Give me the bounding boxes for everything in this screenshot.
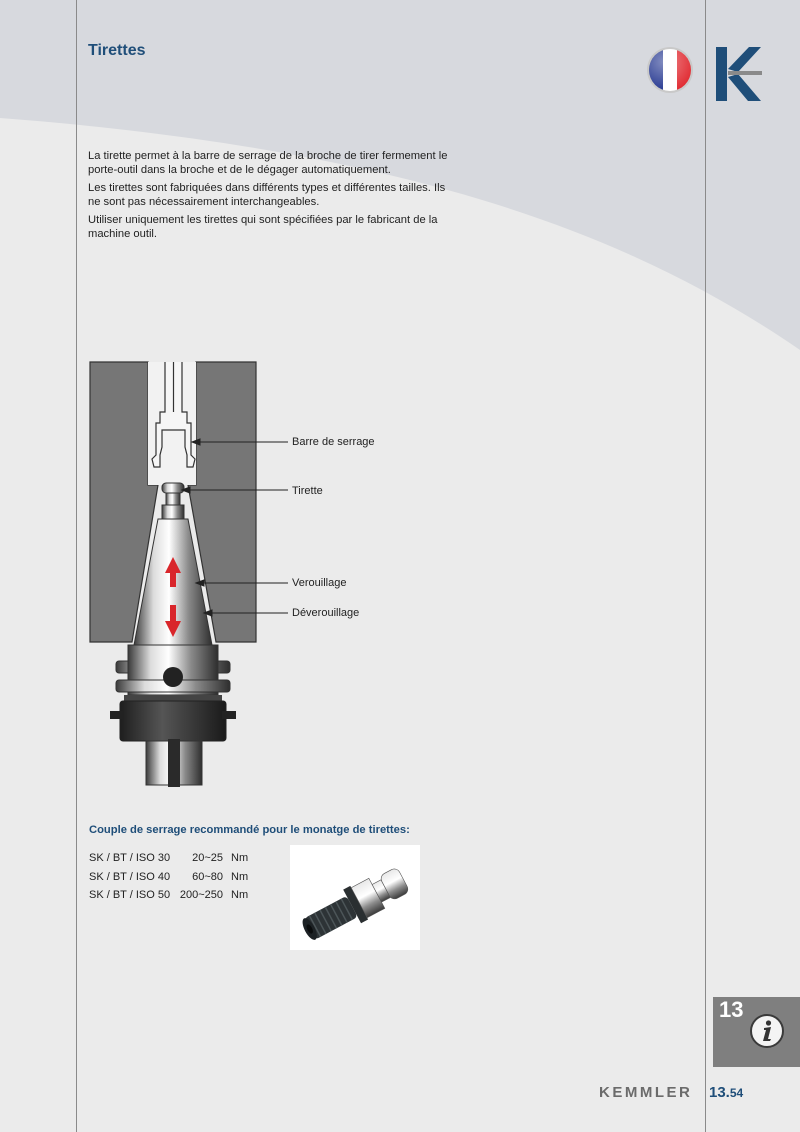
pull-stud-photo bbox=[290, 845, 420, 950]
table-row bbox=[89, 849, 248, 868]
torque-table bbox=[89, 849, 248, 905]
table-row bbox=[89, 868, 248, 887]
margin-rule-left bbox=[76, 0, 77, 1132]
torque-unit: Nm bbox=[231, 870, 249, 883]
table-row bbox=[89, 886, 248, 905]
page-number-sub: 54 bbox=[729, 1086, 744, 1100]
label-barre-de-serrage: Barre de serrage bbox=[292, 436, 375, 448]
torque-unit: Nm bbox=[231, 889, 249, 902]
torque-type: SK / BT / ISO 50 bbox=[89, 889, 171, 902]
kemmler-k-logo bbox=[716, 47, 762, 101]
label-verouillage: Verouillage bbox=[292, 577, 347, 589]
torque-type: SK / BT / ISO 30 bbox=[89, 852, 171, 865]
label-tirette: Tirette bbox=[292, 485, 323, 497]
torque-section-title: Couple de serrage recommandé pour le monatge de tirettes: bbox=[89, 824, 410, 836]
intro-paragraph-1: La tirette permet à la barre de serrage de la broche de tirer fermement le porte-outil dans la broche et de le dégager automatiquement. bbox=[88, 150, 448, 176]
intro-paragraph-2: Les tirettes sont fabriquées dans différents types et différentes tailles. Ils ne sont pas nécessairement interchangeables. bbox=[88, 182, 446, 208]
label-deverouillage: Déverouillage bbox=[292, 607, 360, 619]
torque-range: 20~25 bbox=[192, 852, 223, 865]
intro-text bbox=[88, 150, 458, 246]
torque-range: 60~80 bbox=[192, 870, 223, 883]
info-icon bbox=[749, 1013, 785, 1049]
chapter-tab bbox=[713, 997, 800, 1067]
france-flag-icon bbox=[646, 46, 694, 94]
torque-unit: Nm bbox=[231, 852, 249, 865]
intro-paragraph-3: Utiliser uniquement les tirettes qui sont spécifiées par le fabricant de la machine outil. bbox=[88, 214, 438, 240]
page-number-main: 13. bbox=[709, 1084, 730, 1101]
spindle-diagram bbox=[88, 355, 388, 795]
torque-range: 200~250 bbox=[179, 889, 223, 902]
page-number bbox=[709, 1084, 743, 1101]
footer-brand: KEMMLER bbox=[599, 1084, 693, 1101]
torque-type: SK / BT / ISO 40 bbox=[89, 870, 171, 883]
page-title: Tirettes bbox=[88, 42, 146, 59]
margin-rule-right bbox=[705, 0, 706, 1132]
chapter-number: 13 bbox=[719, 997, 744, 1022]
